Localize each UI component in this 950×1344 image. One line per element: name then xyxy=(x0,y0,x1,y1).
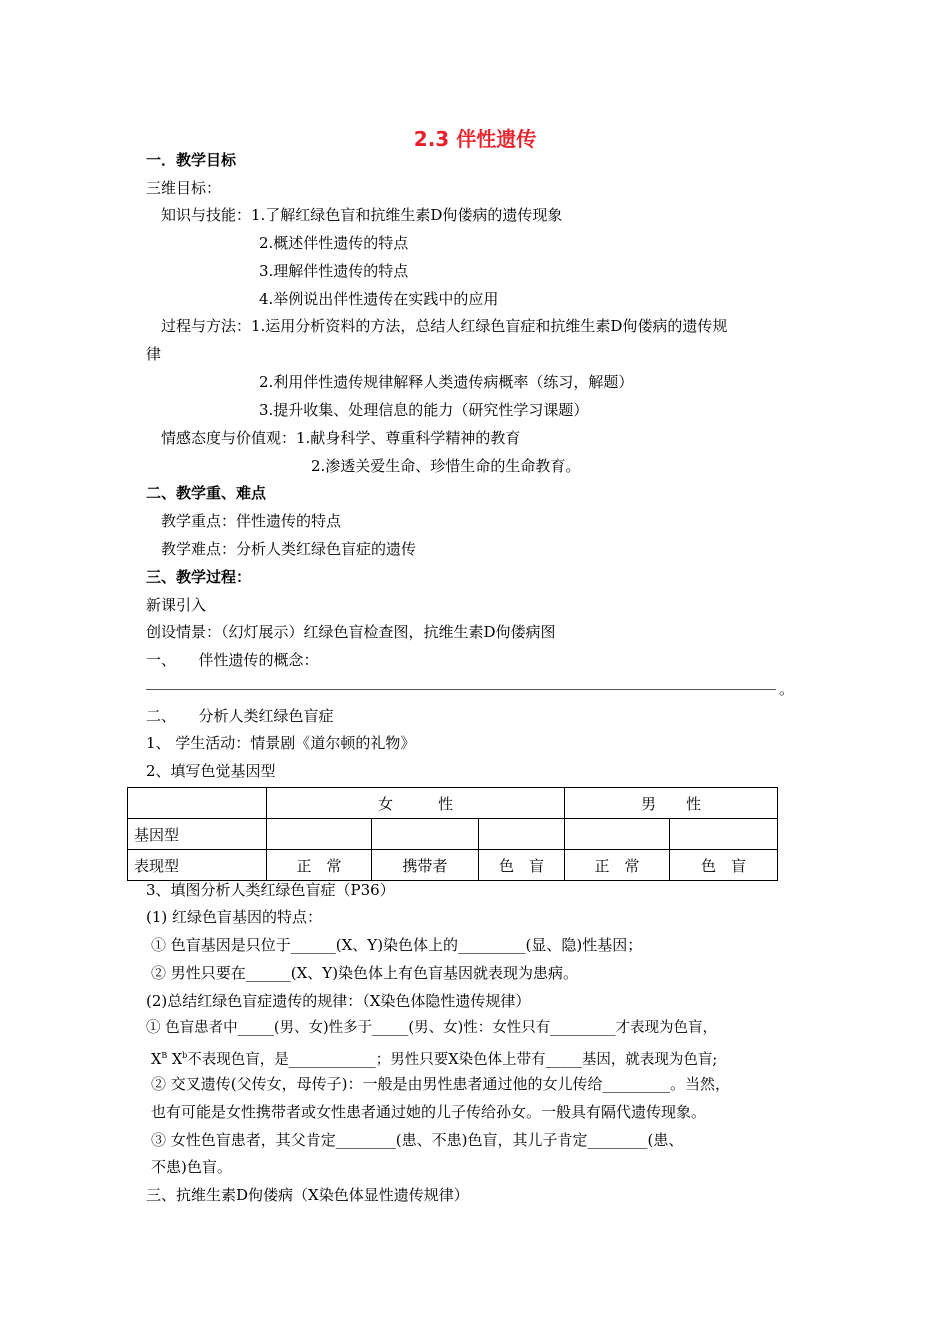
attitude-line: 2.渗透关爱生命、珍惜生命的生命教育。 xyxy=(311,457,581,475)
table-cell xyxy=(128,788,267,819)
phenotype-cell: 正 常 xyxy=(267,850,372,881)
rule-1: ① 色盲患者中_____(男、女)性多于_____(男、女)性：女性只有_________才表现为色盲， xyxy=(146,1020,717,1036)
female-header: 女 性 xyxy=(267,788,565,819)
genotype-label: 基因型 xyxy=(128,819,267,850)
rule-3-continued: 不患)色盲。 xyxy=(151,1158,232,1176)
table-row xyxy=(128,819,778,850)
knowledge-line: 3.理解伴性遗传的特点 xyxy=(259,262,409,280)
knowledge-line: 知识与技能：1.了解红绿色盲和抗维生素D佝偻病的遗传现象 xyxy=(161,206,563,224)
genotype-blank[interactable] xyxy=(372,819,479,850)
process-line: 3.提升收集、处理信息的能力（研究性学习课题） xyxy=(259,401,589,419)
key-point-difficulty: 教学难点：分析人类红绿色盲症的遗传 xyxy=(161,540,417,558)
rule-2: ② 交叉遗传(父传女，母传子)：一般是由男性患者通过他的女儿传给_________。当然， xyxy=(151,1075,730,1093)
knowledge-line: 4.举例说出伴性遗传在实践中的应用 xyxy=(259,290,499,308)
genotype-blank[interactable] xyxy=(267,819,372,850)
process-intro: 新课引入 xyxy=(146,596,207,614)
phenotype-cell: 正 常 xyxy=(565,850,670,881)
page-title: 2.3 伴性遗传 xyxy=(413,127,537,151)
step-3: 3、填图分析人类红绿色盲症（P36） xyxy=(146,881,395,899)
genotype-blank[interactable] xyxy=(670,819,778,850)
genotype-blank[interactable] xyxy=(479,819,565,850)
rule-1-continued: $X^B$ $X^b$不表现色盲，是____________；男性只要X染色体上带有_____基因，就表现为色盲; xyxy=(151,1051,718,1068)
rule-2-continued: 也有可能是女性携带者或女性患者通过她的儿子传给孙女。一般具有隔代遗传现象。 xyxy=(151,1103,707,1121)
attitude-line: 情感态度与价值观：1.献身科学、尊重科学精神的教育 xyxy=(161,429,521,447)
sub-heading-2: (2)总结红绿色盲症遗传的规律：（X染色体隐性遗传规律） xyxy=(146,992,531,1010)
process-line: 过程与方法：1.运用分析资料的方法，总结人红绿色盲症和抗维生素D佝偻病的遗传规 xyxy=(161,317,728,335)
phenotype-label: 表现型 xyxy=(128,850,267,881)
objectives-intro: 三维目标： xyxy=(146,179,222,197)
concept-item: 一、 伴性遗传的概念： xyxy=(146,651,319,669)
point-1: ① 色盲基因是只位于______(X、Y)染色体上的_________(显、隐)性基因； xyxy=(151,936,643,954)
rule-end-period: 。 xyxy=(779,680,795,698)
phenotype-cell: 色 盲 xyxy=(670,850,778,881)
fill-in-rule xyxy=(146,689,776,690)
genotype-table xyxy=(127,787,778,881)
process-scene: 创设情景：（幻灯展示）红绿色盲检查图，抗维生素D佝偻病图 xyxy=(146,623,556,641)
male-header: 男 性 xyxy=(565,788,778,819)
process-line: 律 xyxy=(146,345,162,363)
step-1: 1、 学生活动：情景剧《道尔顿的礼物》 xyxy=(146,734,416,752)
phenotype-cell: 色 盲 xyxy=(479,850,565,881)
genotype-blank[interactable] xyxy=(565,819,670,850)
analysis-item: 二、 分析人类红绿色盲症 xyxy=(146,707,334,725)
phenotype-cell: 携带者 xyxy=(372,850,479,881)
sub-heading-1: (1) 红绿色盲基因的特点： xyxy=(146,908,323,926)
key-point-focus: 教学重点：伴性遗传的特点 xyxy=(161,512,342,530)
section-heading-key-points: 二、教学重、难点 xyxy=(146,484,267,502)
knowledge-line: 2.概述伴性遗传的特点 xyxy=(259,234,409,252)
step-2: 2、填写色觉基因型 xyxy=(146,762,276,780)
point-2: ② 男性只要在______(X、Y)染色体上有色盲基因就表现为患病。 xyxy=(151,964,579,982)
table-row xyxy=(128,788,778,819)
section-vitamin-d: 三、抗维生素D佝偻病（X染色体显性遗传规律） xyxy=(146,1186,469,1204)
table-row xyxy=(128,850,778,881)
section-heading-objectives: 一．教学目标 xyxy=(146,151,237,169)
rule-3: ③ 女性色盲患者，其父肯定________(患、不患)色盲，其儿子肯定________(患、 xyxy=(151,1131,684,1149)
section-heading-process: 三、教学过程： xyxy=(146,568,252,586)
process-line: 2.利用伴性遗传规律解释人类遗传病概率（练习，解题） xyxy=(259,373,634,391)
